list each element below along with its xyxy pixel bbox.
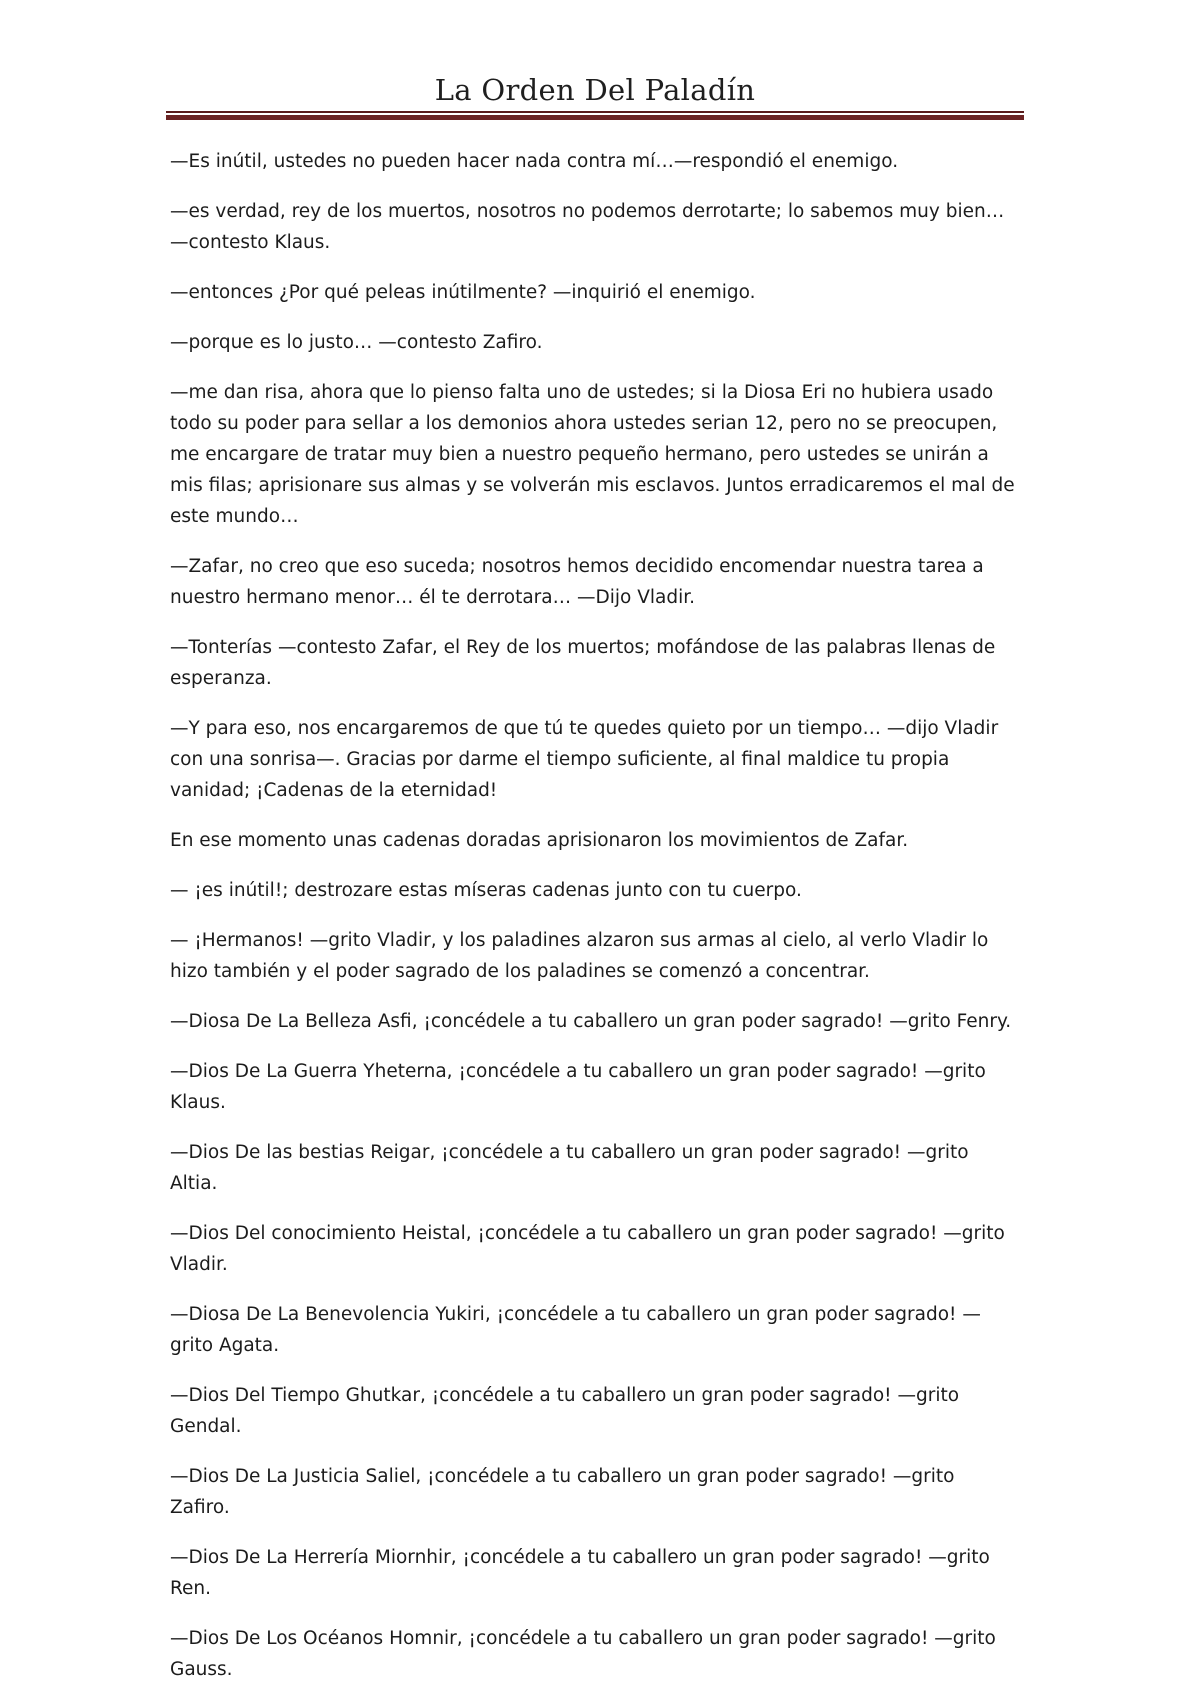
paragraph: — ¡es inútil!; destrozare estas míseras cadenas junto con tu cuerpo.	[170, 880, 802, 901]
paragraph: —Dios De La Herrería Miornhir, ¡concédele a tu caballero un gran poder sagrado! —grito Ren.	[170, 1547, 990, 1599]
body-text	[170, 146, 1020, 1704]
paragraph: — ¡Hermanos! —grito Vladir, y los paladines alzaron sus armas al cielo, al verlo Vladir lo hizo también y el poder sagrado de los paladines se comenzó a concentrar.	[170, 930, 989, 982]
page-header	[166, 70, 1024, 110]
paragraph: —Zafar, no creo que eso suceda; nosotros hemos decidido encomendar nuestra tarea a nuestro hermano menor… él te derrotara… —Dijo Vladir.	[170, 556, 984, 608]
paragraph: —Diosa De La Belleza Asfi, ¡concédele a tu caballero un gran poder sagrado! —grito Fenry.	[170, 1011, 1012, 1032]
paragraph: —Dios De La Guerra Yheterna, ¡concédele a tu caballero un gran poder sagrado! —grito Klaus.	[170, 1061, 986, 1113]
paragraph: —Dios De las bestias Reigar, ¡concédele a tu caballero un gran poder sagrado! —grito Altia.	[170, 1142, 969, 1194]
paragraph: —me dan risa, ahora que lo pienso falta uno de ustedes; si la Diosa Eri no hubiera usado todo su poder para sellar a los demonios ahora ustedes serian 12, pero no se preocupen, me encargare de tratar muy bien a nuestro pequeño hermano, pero ustedes se unirán a mis filas; aprisionare sus almas y se volverán mis esclavos. Juntos erradicaremos el mal de este mundo…	[170, 382, 1015, 527]
paragraph: —porque es lo justo… —contesto Zafiro.	[170, 332, 543, 353]
paragraph: —Dios Del Tiempo Ghutkar, ¡concédele a tu caballero un gran poder sagrado! —grito Gendal.	[170, 1385, 960, 1437]
paragraph: —es verdad, rey de los muertos, nosotros no podemos derrotarte; lo sabemos muy bien… —contesto Klaus.	[170, 201, 1005, 253]
header-title: La Orden Del Paladín	[434, 73, 756, 107]
paragraph: —Dios De Los Océanos Homnir, ¡concédele a tu caballero un gran poder sagrado! —grito Gauss.	[170, 1628, 996, 1680]
paragraph: —entonces ¿Por qué peleas inútilmente? —inquirió el enemigo.	[170, 282, 756, 303]
header-divider-thin-line	[166, 111, 1024, 113]
header-divider-thick-line	[166, 115, 1024, 120]
paragraph: —Diosa De La Benevolencia Yukiri, ¡concédele a tu caballero un gran poder sagrado! —grito Agata.	[170, 1304, 981, 1356]
paragraph: En ese momento unas cadenas doradas aprisionaron los movimientos de Zafar.	[170, 830, 909, 851]
paragraph: —Tonterías —contesto Zafar, el Rey de los muertos; mofándose de las palabras llenas de esperanza.	[170, 637, 996, 689]
paragraph: —Y para eso, nos encargaremos de que tú te quedes quieto por un tiempo… —dijo Vladir con una sonrisa—. Gracias por darme el tiempo suficiente, al final maldice tu propia vanidad; ¡Cadenas de la eternidad!	[170, 718, 999, 801]
paragraph: —Dios De La Justicia Saliel, ¡concédele a tu caballero un gran poder sagrado! —grito Zafiro.	[170, 1466, 955, 1518]
paragraph: —Dios Del conocimiento Heistal, ¡concédele a tu caballero un gran poder sagrado! —grito Vladir.	[170, 1223, 1005, 1275]
paragraph: —Es inútil, ustedes no pueden hacer nada contra mí…—respondió el enemigo.	[170, 151, 899, 172]
